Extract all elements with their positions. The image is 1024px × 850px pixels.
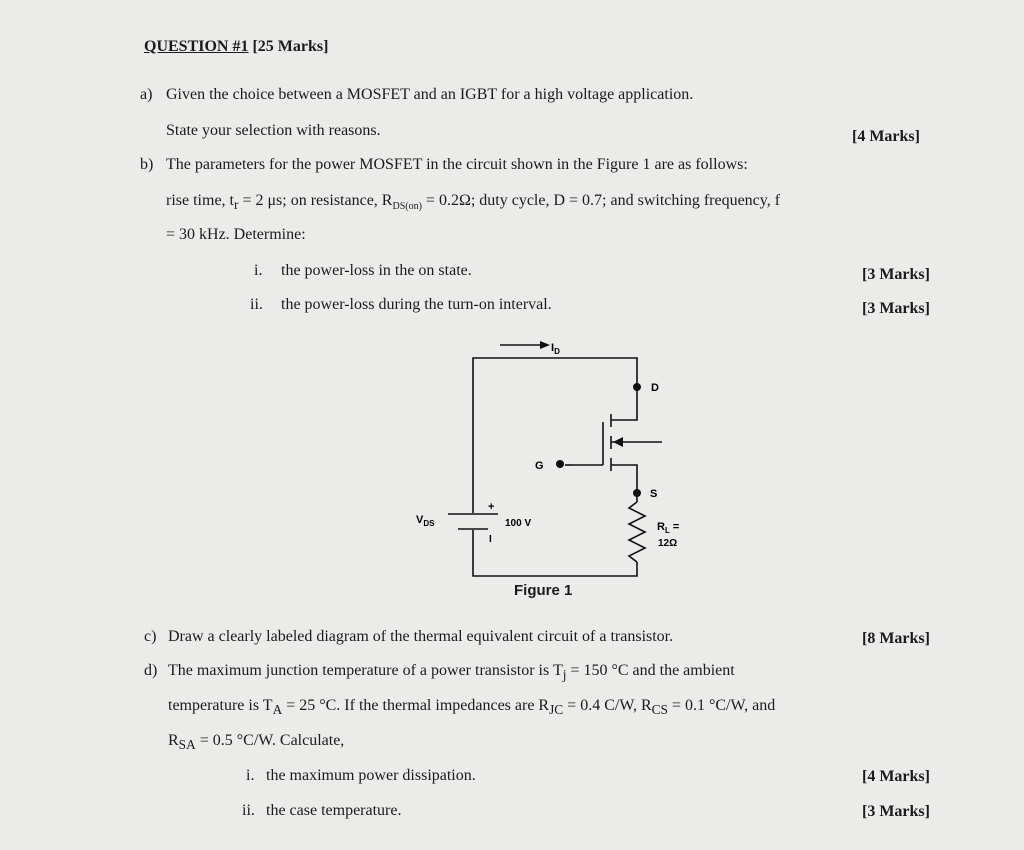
part-b-item-2-num: ii. xyxy=(250,296,263,313)
load-value: 12Ω xyxy=(658,538,678,549)
part-d-junction-sub: j xyxy=(562,667,567,683)
load-label: $R_L$ = xyxy=(657,521,680,535)
part-b-item-1-text: the power-loss in the on state. xyxy=(281,262,472,279)
figure-caption: Figure 1 xyxy=(514,582,573,599)
part-d-item-2-num: ii. xyxy=(242,802,255,819)
supply-label: $V_{DS}$ xyxy=(416,514,435,528)
part-b-duty-cycle-text: = 0.2Ω; duty cycle, D = 0.7; and switching frequency, f xyxy=(421,192,781,209)
drain-label: D xyxy=(651,382,659,394)
part-d-item-1-num: i. xyxy=(246,767,255,784)
source-node xyxy=(633,489,641,497)
part-d-rcs-sub: CS xyxy=(651,702,668,718)
part-b-line2 xyxy=(166,192,780,213)
drain-node xyxy=(633,383,641,391)
current-label: $I_D$ xyxy=(551,342,560,356)
part-c-text: Draw a clearly labeled diagram of the thermal equivalent circuit of a transistor. xyxy=(168,628,674,645)
part-d-line1 xyxy=(168,662,735,683)
part-a-marks: [4 Marks] xyxy=(852,128,920,145)
part-d-rcs-value: = 0.1 °C/W, and xyxy=(667,697,776,714)
part-d-item-1-marks: [4 Marks] xyxy=(862,768,930,785)
part-d-junction-value: = 150 °C and the ambient xyxy=(566,662,735,679)
load-resistor-symbol xyxy=(629,502,645,562)
part-d-line3 xyxy=(168,732,344,753)
gate-node xyxy=(556,460,564,468)
part-c-label: c) xyxy=(144,628,157,645)
part-b-item-2-marks: [3 Marks] xyxy=(862,300,930,317)
supply-value: 100 V xyxy=(505,518,532,529)
part-b-line3: = 30 kHz. Determine: xyxy=(166,226,306,243)
current-arrow xyxy=(500,341,550,349)
part-d-line2 xyxy=(168,697,775,718)
circuit-figure xyxy=(400,330,700,610)
gate-label: G xyxy=(535,460,544,472)
part-b-label: b) xyxy=(140,156,154,173)
part-d-ambient-sub: A xyxy=(272,702,283,718)
part-a-line2: State your selection with reasons. xyxy=(166,122,381,139)
part-a-label: a) xyxy=(140,86,153,103)
part-d-item-2-marks: [3 Marks] xyxy=(862,803,930,820)
question-heading xyxy=(144,38,328,56)
part-c-marks: [8 Marks] xyxy=(862,630,930,647)
source-label: S xyxy=(650,488,658,500)
mosfet-arrow xyxy=(613,437,623,447)
question-total-marks: [25 Marks] xyxy=(252,38,329,55)
battery-minus: I xyxy=(489,534,492,545)
part-b-item-1-num: i. xyxy=(254,262,263,279)
circuit-wires xyxy=(473,358,637,576)
part-d-label: d) xyxy=(144,662,158,679)
part-d-ambient-text: temperature is T xyxy=(168,697,273,714)
part-d-rsa-value: = 0.5 °C/W. Calculate, xyxy=(195,732,345,749)
part-b-rise-time-sub: r xyxy=(233,197,239,213)
part-b-line1: The parameters for the power MOSFET in the circuit shown in the Figure 1 are as follows: xyxy=(166,156,748,173)
part-b-on-resistance-sub: DS(on) xyxy=(392,201,422,213)
part-d-rsa-text: R xyxy=(168,732,179,749)
part-b-on-resistance-text: = 2 μs; on resistance, R xyxy=(238,192,393,209)
part-d-item-2-text: the case temperature. xyxy=(266,802,402,819)
part-b-rise-time-text: rise time, t xyxy=(166,192,234,209)
mosfet-symbol xyxy=(565,414,662,471)
part-d-rjc-sub: JC xyxy=(549,702,564,718)
part-d-rsa-sub: SA xyxy=(178,737,196,753)
part-b-item-1-marks: [3 Marks] xyxy=(862,266,930,283)
part-d-rjc-text: = 25 °C. If the thermal impedances are R xyxy=(282,697,550,714)
part-d-rcs-text: = 0.4 C/W, R xyxy=(563,697,652,714)
part-b-item-2-text: the power-loss during the turn-on interval. xyxy=(281,296,552,313)
part-a-line1: Given the choice between a MOSFET and an IGBT for a high voltage application. xyxy=(166,86,694,103)
part-d-junction-text: The maximum junction temperature of a power transistor is T xyxy=(168,662,563,679)
battery-plus: + xyxy=(488,501,495,513)
part-d-item-1-text: the maximum power dissipation. xyxy=(266,767,476,784)
question-title: QUESTION #1 xyxy=(144,38,249,55)
battery-symbol xyxy=(448,514,498,529)
